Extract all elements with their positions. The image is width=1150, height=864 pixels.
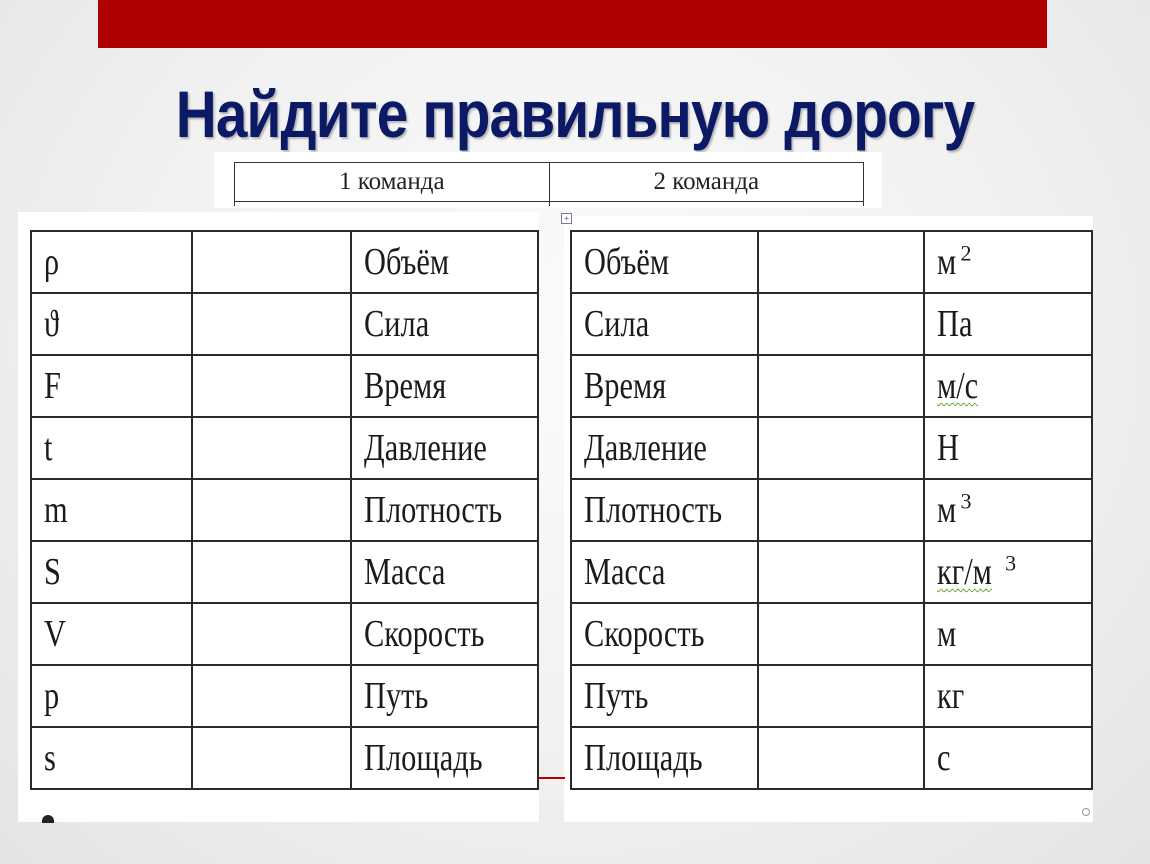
blank-cell[interactable] [758,603,924,665]
quantity-cell[interactable] [571,231,758,293]
unit-cell-text: м [936,489,956,531]
team-header-table [234,162,864,206]
quantity-cell[interactable] [351,417,538,479]
symbol-cell-text: ρ [44,241,60,283]
unit-cell[interactable] [924,603,1093,665]
blank-cell[interactable] [192,541,352,603]
table-row [31,727,538,789]
blank-cell[interactable] [758,355,924,417]
table-row [31,479,538,541]
blank-cell[interactable] [758,541,924,603]
symbol-cell-text: S [44,551,61,593]
table-row [31,231,538,293]
quantity-cell-text: Путь [364,675,429,717]
unit-cell[interactable] [924,541,1093,603]
blank-cell[interactable] [758,293,924,355]
symbol-cell-text: F [44,365,61,407]
table-row [571,665,1092,727]
symbol-cell-text: ϑ [44,303,60,345]
unit-cell-text: Н [936,427,959,469]
quantity-cell[interactable] [351,293,538,355]
top-accent-bar [98,0,1047,48]
symbol-cell[interactable] [31,417,192,479]
quantity-cell[interactable] [571,355,758,417]
quantity-cell[interactable] [351,665,538,727]
cropped-glyph [42,815,54,823]
unit-cell[interactable] [924,479,1093,541]
quantity-cell[interactable] [571,665,758,727]
quantity-cell-text: Плотность [364,489,503,531]
team-2-header: 2 команда [549,163,864,202]
quantity-cell[interactable] [351,479,538,541]
quantity-cell[interactable] [351,727,538,789]
quantity-cell-text: Давление [584,427,707,469]
quantity-cell[interactable] [351,603,538,665]
symbol-cell[interactable] [31,603,192,665]
symbol-cell[interactable] [31,541,192,603]
quantity-cell[interactable] [351,231,538,293]
quantity-cell[interactable] [571,541,758,603]
quantity-cell-text: Время [584,365,667,407]
symbol-cell-text: t [44,427,53,469]
quantity-cell-text: Сила [364,303,430,345]
unit-cell[interactable] [924,293,1093,355]
blank-cell[interactable] [192,231,352,293]
table-row [571,293,1092,355]
unit-cell[interactable] [924,727,1093,789]
table-row [571,355,1092,417]
slide-title: Найдите правильную дорогу [175,77,975,151]
blank-cell[interactable] [758,727,924,789]
quantity-cell-text: Масса [364,551,446,593]
symbol-cell-text: p [44,675,60,717]
team-1-header: 1 команда [235,163,550,202]
units-table [570,230,1093,790]
symbol-cell[interactable] [31,479,192,541]
blank-cell[interactable] [192,355,352,417]
quantity-cell-text: Путь [584,675,649,717]
blank-cell[interactable] [192,479,352,541]
blank-cell[interactable] [758,479,924,541]
quantity-cell[interactable] [571,293,758,355]
blank-cell[interactable] [192,727,352,789]
blank-cell[interactable] [758,231,924,293]
symbol-cell-text: V [44,613,66,655]
quantity-cell[interactable] [571,417,758,479]
quantity-cell[interactable] [571,727,758,789]
blank-cell[interactable] [192,293,352,355]
unit-cell-text: м/с [936,365,978,407]
quantity-cell-text: Площадь [364,737,483,779]
unit-cell-text: кг/м [936,551,992,593]
blank-cell[interactable] [758,417,924,479]
blank-cell[interactable] [192,665,352,727]
unit-cell-text: м [936,613,956,655]
table-row [571,603,1092,665]
quantity-cell[interactable] [351,541,538,603]
table-row [571,417,1092,479]
unit-cell-text: м [936,241,956,283]
quantity-cell-text: Давление [364,427,488,469]
connector-line [539,777,565,779]
quantity-cell-text: Объём [584,241,670,283]
symbol-cell[interactable] [31,727,192,789]
unit-cell[interactable] [924,665,1093,727]
symbol-cell[interactable] [31,231,192,293]
symbol-cell[interactable] [31,355,192,417]
header-table-fragment [214,152,882,208]
unit-cell[interactable] [924,231,1093,293]
blank-cell[interactable] [192,417,352,479]
table-row [31,603,538,665]
blank-cell[interactable] [758,665,924,727]
table-row [31,665,538,727]
table-row [31,355,538,417]
table-row [571,541,1092,603]
symbol-cell-text: m [44,489,68,531]
unit-cell[interactable] [924,355,1093,417]
quantity-cell-text: Площадь [584,737,703,779]
team-1-panel [18,212,539,822]
blank-cell[interactable] [192,603,352,665]
quantity-cell-text: Сила [584,303,650,345]
symbol-cell-text: s [44,737,56,779]
unit-exponent: 3 [1005,550,1017,576]
team-2-panel [564,216,1093,822]
symbol-cell[interactable] [31,665,192,727]
quantity-cell-text: Плотность [584,489,723,531]
unit-cell-text: с [936,737,950,779]
quantity-cell-text: Время [364,365,447,407]
table-move-handle-icon[interactable]: + [561,213,572,224]
symbol-cell[interactable] [31,293,192,355]
quantity-cell-text: Скорость [364,613,485,655]
symbols-table [30,230,539,790]
unit-exponent: 3 [960,488,972,514]
unit-exponent: 2 [960,240,972,266]
table-row [571,727,1092,789]
table-row [571,231,1092,293]
quantity-cell[interactable] [351,355,538,417]
resize-handle-icon[interactable] [1082,808,1090,816]
quantity-cell-text: Масса [584,551,666,593]
unit-cell[interactable] [924,417,1093,479]
quantity-cell-text: Объём [364,241,450,283]
table-row [31,293,538,355]
unit-cell-text: кг [936,675,964,717]
table-row [571,479,1092,541]
quantity-cell-text: Скорость [584,613,705,655]
quantity-cell[interactable] [571,603,758,665]
unit-cell-text: Па [936,303,972,345]
quantity-cell[interactable] [571,479,758,541]
table-row [31,417,538,479]
table-row [31,541,538,603]
